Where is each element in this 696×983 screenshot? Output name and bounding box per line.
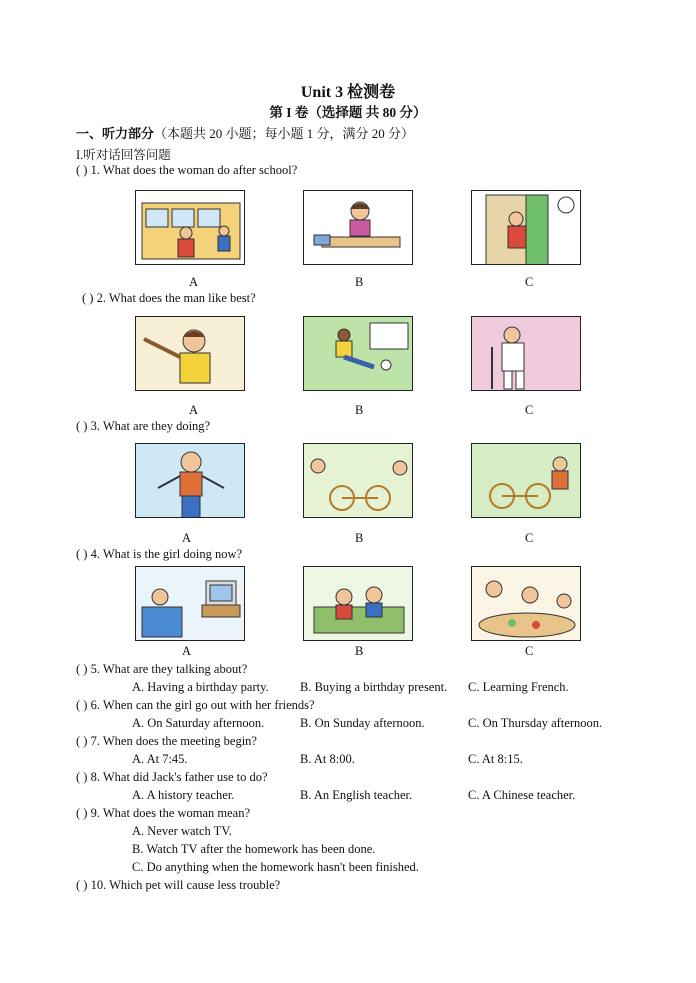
page-title: Unit 3 检测卷 bbox=[300, 84, 396, 101]
question-text: What does the woman mean? bbox=[102, 806, 251, 820]
question-text: When can the girl go out with her friends? bbox=[102, 698, 315, 712]
question-number: 10. bbox=[90, 878, 107, 892]
option-label-a: A bbox=[182, 644, 192, 658]
picture-4c-family-dinner[interactable] bbox=[471, 566, 581, 641]
question-text: What did Jack's father use to do? bbox=[102, 770, 268, 784]
option-c[interactable]: C. Learning French. bbox=[468, 680, 569, 694]
question-text: What is the girl doing now? bbox=[102, 547, 243, 561]
question-text: When does the meeting begin? bbox=[102, 734, 257, 748]
picture-3c-fixing-bicycle[interactable] bbox=[471, 443, 581, 518]
question-text: Which pet will cause less trouble? bbox=[109, 878, 281, 892]
question-number: 4. bbox=[90, 547, 100, 561]
question-5 bbox=[76, 662, 247, 677]
question-7 bbox=[76, 734, 257, 749]
option-b[interactable]: B. An English teacher. bbox=[300, 788, 413, 802]
section-note: （本题共 20 小题；每小题 1 分，满分 20 分） bbox=[154, 126, 415, 141]
option-label-b: B bbox=[355, 275, 364, 289]
picture-4b-girls-sofa[interactable] bbox=[303, 566, 413, 641]
option-b[interactable]: B. On Sunday afternoon. bbox=[300, 716, 425, 730]
option-label-c: C bbox=[525, 644, 534, 658]
answer-bracket[interactable]: ( ) bbox=[76, 163, 88, 177]
question-9 bbox=[76, 806, 250, 821]
picture-1a-bus-students[interactable] bbox=[135, 190, 245, 265]
question-4 bbox=[76, 547, 242, 562]
option-c[interactable]: C. On Thursday afternoon. bbox=[468, 716, 603, 730]
option-c[interactable]: C. A Chinese teacher. bbox=[468, 788, 576, 802]
question-number: 3. bbox=[90, 419, 100, 433]
option-label-b: B bbox=[355, 644, 364, 658]
option-a[interactable]: A. Having a birthday party. bbox=[132, 680, 269, 694]
question-2 bbox=[82, 291, 256, 306]
question-number: 9. bbox=[90, 806, 100, 820]
option-label-c: C bbox=[525, 403, 534, 417]
section-heading bbox=[76, 123, 414, 142]
answer-bracket[interactable]: ( ) bbox=[76, 662, 88, 676]
answer-bracket[interactable]: ( ) bbox=[82, 291, 94, 305]
option-label-c: C bbox=[525, 531, 534, 545]
option-a[interactable]: A. A history teacher. bbox=[132, 788, 235, 802]
question-number: 7. bbox=[90, 734, 100, 748]
question-number: 1. bbox=[90, 163, 100, 177]
option-label-a: A bbox=[189, 403, 199, 417]
option-a[interactable]: A. At 7:45. bbox=[132, 752, 188, 766]
question-3 bbox=[76, 419, 210, 434]
option-b[interactable]: B. Watch TV after the homework has been done. bbox=[132, 842, 376, 856]
picture-4a-girl-tv[interactable] bbox=[135, 566, 245, 641]
option-label-c: C bbox=[525, 275, 534, 289]
question-1 bbox=[76, 163, 297, 178]
answer-bracket[interactable]: ( ) bbox=[76, 806, 88, 820]
answer-bracket[interactable]: ( ) bbox=[76, 698, 88, 712]
answer-bracket[interactable]: ( ) bbox=[76, 734, 88, 748]
option-b[interactable]: B. At 8:00. bbox=[300, 752, 355, 766]
question-number: 6. bbox=[90, 698, 100, 712]
picture-1b-girl-homework[interactable] bbox=[303, 190, 413, 265]
part-heading: I.听对话回答问题 bbox=[76, 148, 171, 162]
answer-bracket[interactable]: ( ) bbox=[76, 878, 88, 892]
question-text: What does the man like best? bbox=[108, 291, 256, 305]
question-number: 2. bbox=[96, 291, 106, 305]
answer-bracket[interactable]: ( ) bbox=[76, 547, 88, 561]
page-subtitle: 第 I 卷（选择题 共 80 分） bbox=[269, 105, 427, 120]
question-number: 8. bbox=[90, 770, 100, 784]
question-10 bbox=[76, 878, 280, 893]
picture-2c-singer[interactable] bbox=[471, 316, 581, 391]
picture-1c-girl-door-clock[interactable] bbox=[471, 190, 581, 265]
section-title: 一、听力部分 bbox=[76, 126, 155, 141]
option-a[interactable]: A. On Saturday afternoon. bbox=[132, 716, 265, 730]
picture-3b-boys-bicycle[interactable] bbox=[303, 443, 413, 518]
answer-bracket[interactable]: ( ) bbox=[76, 770, 88, 784]
question-text: What are they doing? bbox=[102, 419, 211, 433]
option-label-a: A bbox=[182, 531, 192, 545]
question-text: What does the woman do after school? bbox=[102, 163, 298, 177]
option-a[interactable]: A. Never watch TV. bbox=[132, 824, 232, 838]
option-b[interactable]: B. Buying a birthday present. bbox=[300, 680, 448, 694]
picture-2b-soccer[interactable] bbox=[303, 316, 413, 391]
option-label-b: B bbox=[355, 531, 364, 545]
question-text: What are they talking about? bbox=[102, 662, 248, 676]
question-number: 5. bbox=[90, 662, 100, 676]
option-c[interactable]: C. At 8:15. bbox=[468, 752, 523, 766]
answer-bracket[interactable]: ( ) bbox=[76, 419, 88, 433]
option-label-a: A bbox=[189, 275, 199, 289]
option-c[interactable]: C. Do anything when the homework hasn't been finished. bbox=[132, 860, 419, 874]
option-label-b: B bbox=[355, 403, 364, 417]
picture-2a-man-bat[interactable] bbox=[135, 316, 245, 391]
question-6 bbox=[76, 698, 315, 713]
picture-3a-boy-shrug[interactable] bbox=[135, 443, 245, 518]
question-8 bbox=[76, 770, 268, 785]
